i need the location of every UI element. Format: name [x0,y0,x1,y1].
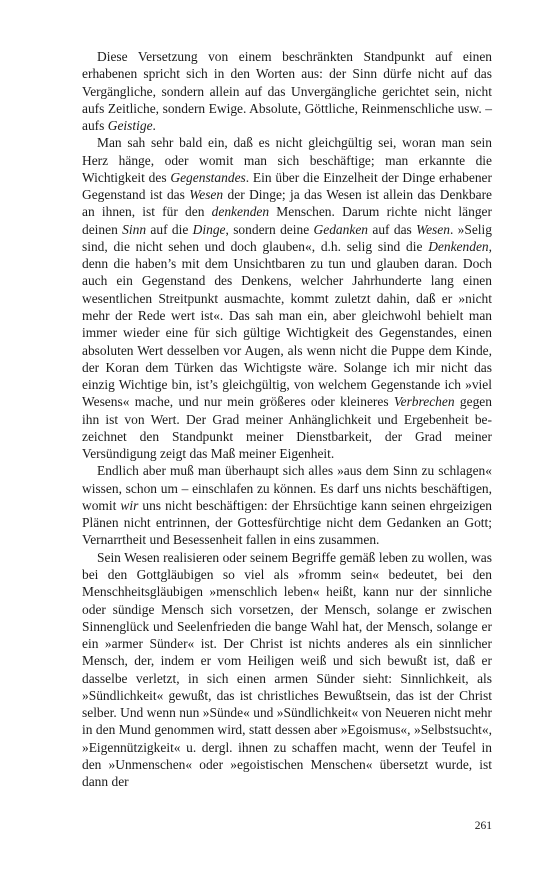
page-number: 261 [474,820,492,832]
italic-text: wir [120,497,139,513]
italic-text: Verbrechen [393,394,455,410]
body-text [82,48,492,790]
text-run: , denn die haben’s mit dem Unsichtbaren zu tun und glauben daran. Doch auch ein Gegenstand des Denkens, welcher Jahrhunderte lang einen wesentlichen Streitpunkt ausmachte, kommt zuletzt dahin, daß er »nicht mehr der Rede wert ist«. Das sah man ein, aber gleichwohl behielt man immer wieder eine für sich gültige Wichtigkeit des Gegenstandes, einen absoluten Wert desselben vor Augen, als wenn nicht die Puppe dem Kinde, der Koran dem Türken das Wichtigste wäre. Solange ich mir nicht das einzig Wichtige bin, ist’s gleichgültig, von welchem Gegenstande ich »viel Wesens« mache, und nur mein größeres oder kleineres [82,238,492,410]
italic-text: Wesen [189,187,224,203]
text-run: gegen ihn ist von Wert. Der Grad meiner Anhänglichkeit und Ergebenheit bezeichnet den Standpunkt meiner Dienstbarkeit, der Grad meiner Versündigung zeigt das Maß meiner Eigenheit. [82,394,492,462]
italic-text: Denkenden [428,238,489,254]
text-run: Endlich aber muß man überhaupt sich alles »aus dem Sinn zu schlagen« wissen, schon um – einschlafen zu können. Es darf uns nichts beschäftigen, womit [82,463,492,513]
text-run: der Dinge; ja das Wesen ist allein das Denkbare an ihnen, ist für den [82,187,493,220]
text-run: . »Selig sind, die nicht sehen und doch glauben«, d.h. selig sind die [82,221,492,254]
italic-text: denkenden [211,204,270,220]
text-run: Diese Versetzung von einem beschränkten Standpunkt auf einen erhabenen spricht sich in den Worten aus: der Sinn dürfe nicht auf das Vergängliche, sondern allein auf das Unvergängliche gerichtet sein, nicht aufs Zeitliche, sondern Ewige. Absolute, Göttliche, Reinmenschliche usw. – aufs [82,49,492,134]
italic-text: Gegenstandes [170,169,246,185]
text-run: , sondern deine [225,221,314,237]
text-run: Man sah sehr bald ein, daß es nicht gleichgültig sei, woran man sein Herz hänge, oder womit man sich beschäftige; man erkannte die Wichtigkeit des [82,135,492,185]
paragraph [82,549,492,791]
italic-text: Dinge [192,221,226,237]
paragraph [82,462,492,548]
text-run: Sein Wesen realisieren oder seinem Begriffe gemäß leben zu wollen, was bei den Gottgläubigen so viel als »fromm sein« bedeutet, bei den Menschheitsgläubigen »menschlich leben« heißt, kann nur der sinnliche oder sündige Mensch sich vorsetzen, der Mensch, solange er zwischen Sinnenglück und Seelenfrieden die bange Wahl hat, der Mensch, solange er ein »armer Sünder« ist. Der Christ ist nichts anderes als ein sinnlicher Mensch, der, indem er vom Heiligen weiß und sich bewußt ist, daß er dasselbe verletzt, in sich einen armen Sünder sieht: Sinnlichkeit, als »Sündlichkeit« gewußt, das ist christliches Bewußtsein, das ist der Christ selber. Und wenn nun »Sünde« und »Sündlichkeit« von Neueren nicht mehr in den Mund genommen wird, statt dessen aber »Egoismus«, »Selbstsucht«, »Eigennützigkeit« u. dergl. ihnen zu schaffen macht, wenn der Teufel in den »Unmenschen« oder »egoistischen Menschen« übersetzt wurde, ist dann der [82,549,492,790]
paragraph [82,134,492,462]
text-run: auf das [368,221,417,237]
text-run: Menschen. Darum richte nicht länger deinen [82,204,492,237]
italic-text: Wesen [416,221,450,237]
italic-text: Sinn [122,221,147,237]
text-run: uns nicht beschäftigen: der Ehrsüchtige kann seinen ehrgeizigen Plänen nicht entrinnen, der Gottesfürchtige nicht dem Gedanken an Gott; Vernarrtheit und Besessenheit fallen in eins zusammen. [82,497,492,548]
paragraph [82,48,492,134]
text-run: . Ein über die Einzelheit der Dinge erhabener Gegenstand ist das [82,169,492,203]
italic-text: Geistige [107,118,153,134]
text-run: auf die [146,221,193,237]
text-run: . [152,118,156,134]
italic-text: Gedanken [313,221,369,237]
